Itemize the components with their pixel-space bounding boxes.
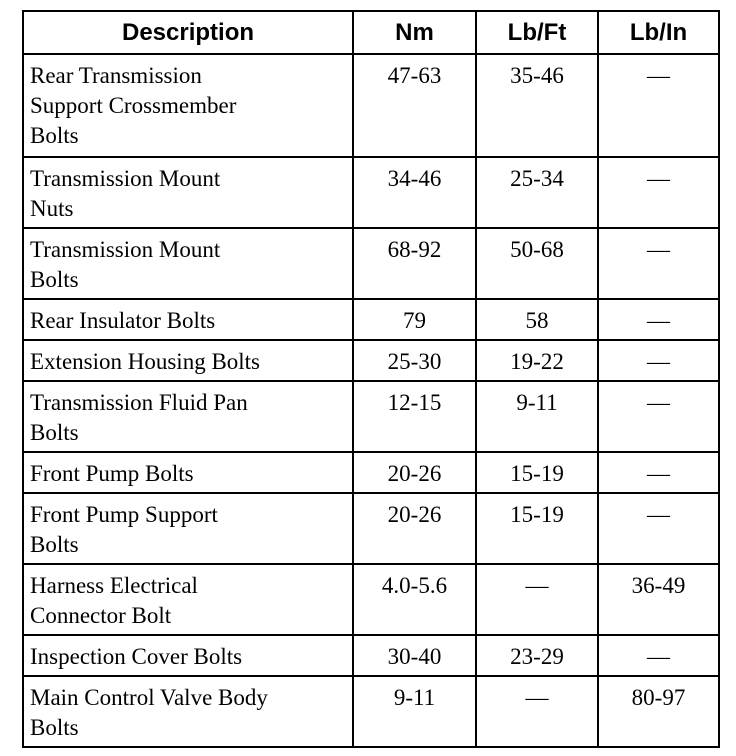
description-line: Extension Housing Bolts: [30, 349, 261, 374]
cell-lbft: 15-19: [476, 452, 598, 493]
cell-nm: 20-26: [353, 493, 476, 564]
cell-lbft: 15-19: [476, 493, 598, 564]
cell-lbin: —: [598, 493, 719, 564]
cell-description: [23, 564, 353, 635]
table-row: [23, 54, 719, 157]
table-row: [23, 299, 719, 340]
cell-nm: 20-26: [353, 452, 476, 493]
cell-nm: 79: [353, 299, 476, 340]
cell-nm: 4.0-5.6: [353, 564, 476, 635]
description-line: Main Control Valve Body: [30, 685, 268, 710]
description-line: Nuts: [30, 196, 74, 221]
cell-nm: 12-15: [353, 381, 476, 452]
description-line: Bolts: [30, 123, 79, 148]
table-row: [23, 228, 719, 299]
description-line: Transmission Mount: [30, 237, 221, 262]
cell-nm: 9-11: [353, 676, 476, 747]
cell-lbft: 25-34: [476, 157, 598, 228]
cell-description: [23, 676, 353, 747]
cell-description: [23, 340, 353, 381]
cell-nm: 30-40: [353, 635, 476, 676]
description-line: Front Pump Bolts: [30, 461, 194, 486]
description-line: Harness Electrical: [30, 573, 198, 598]
table-body: [23, 54, 719, 747]
description-line: Rear Transmission: [30, 63, 202, 88]
cell-description: [23, 54, 353, 157]
description-line: Bolts: [30, 267, 79, 292]
cell-nm: 47-63: [353, 54, 476, 157]
description-line: Inspection Cover Bolts: [30, 644, 243, 669]
header-nm: Nm: [353, 11, 476, 54]
cell-lbin: —: [598, 340, 719, 381]
cell-lbin: —: [598, 157, 719, 228]
description-line: Transmission Mount: [30, 166, 221, 191]
cell-description: [23, 299, 353, 340]
description-line: Bolts: [30, 532, 79, 557]
table-row: [23, 635, 719, 676]
cell-lbin: 36-49: [598, 564, 719, 635]
header-description: Description: [23, 11, 353, 54]
table-row: [23, 157, 719, 228]
cell-lbin: —: [598, 228, 719, 299]
description-line: Bolts: [30, 420, 79, 445]
torque-spec-table: [22, 10, 720, 748]
cell-description: [23, 493, 353, 564]
cell-lbin: —: [598, 635, 719, 676]
cell-nm: 34-46: [353, 157, 476, 228]
cell-lbft: —: [476, 676, 598, 747]
description-line: Front Pump Support: [30, 502, 218, 527]
header-lbin: Lb/In: [598, 11, 719, 54]
description-line: Bolts: [30, 715, 79, 740]
cell-lbft: 19-22: [476, 340, 598, 381]
cell-lbft: —: [476, 564, 598, 635]
table-row: [23, 676, 719, 747]
description-line: Support Crossmember: [30, 93, 237, 118]
cell-description: [23, 381, 353, 452]
table-row: [23, 340, 719, 381]
cell-lbft: 58: [476, 299, 598, 340]
cell-lbin: —: [598, 452, 719, 493]
table-header-row: [23, 11, 719, 54]
cell-lbin: —: [598, 54, 719, 157]
cell-lbin: 80-97: [598, 676, 719, 747]
description-line: Rear Insulator Bolts: [30, 308, 216, 333]
cell-description: [23, 452, 353, 493]
table-row: [23, 493, 719, 564]
cell-lbin: —: [598, 299, 719, 340]
table-row: [23, 381, 719, 452]
cell-nm: 68-92: [353, 228, 476, 299]
cell-description: [23, 635, 353, 676]
cell-description: [23, 157, 353, 228]
cell-lbft: 50-68: [476, 228, 598, 299]
table-row: [23, 452, 719, 493]
table-row: [23, 564, 719, 635]
cell-lbin: —: [598, 381, 719, 452]
cell-nm: 25-30: [353, 340, 476, 381]
cell-lbft: 35-46: [476, 54, 598, 157]
description-line: Connector Bolt: [30, 603, 172, 628]
cell-lbft: 23-29: [476, 635, 598, 676]
header-lbft: Lb/Ft: [476, 11, 598, 54]
description-line: Transmission Fluid Pan: [30, 390, 248, 415]
cell-lbft: 9-11: [476, 381, 598, 452]
cell-description: [23, 228, 353, 299]
